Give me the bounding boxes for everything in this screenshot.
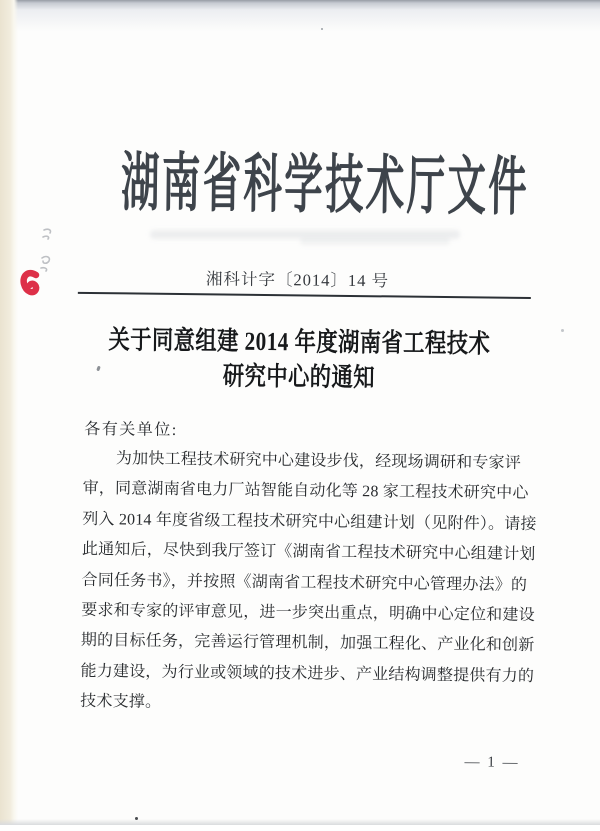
body-line: 审，同意湖南省电力厂站智能自动化等 28 家工程技术研究中心 xyxy=(82,480,529,503)
body-line: 合同任务书》，并按照《湖南省工程技术研究中心管理办法》的 xyxy=(81,571,528,594)
letterhead-title: 湖南省科学技术厅文件 xyxy=(120,147,530,223)
body-paragraph xyxy=(80,444,537,723)
body-line: 要求和专家的评审意见，进一步突出重点，明确中心定位和建设 xyxy=(81,601,535,625)
page-number: — 1 — xyxy=(464,754,520,771)
body-line: 列入 2014 年度省级工程技术研究中心组建计划（见附件）。请接 xyxy=(82,510,537,533)
body-line: 技术支撑。 xyxy=(80,693,162,712)
header-separator-rule xyxy=(78,292,531,300)
body-line: 期的目标任务，完善运行管理机制，加强工程化、产业化和创新 xyxy=(80,632,535,655)
notice-title-line2: 研究中心的通知 xyxy=(222,361,376,393)
body-line: 此通知后，尽快到我厅签订《湖南省工程技术研究中心组建计划 xyxy=(81,541,536,564)
salutation: 各有关单位: xyxy=(84,420,178,440)
body-line: 能力建设，为行业或领域的技术进步、产业结构调整提供有力的 xyxy=(80,662,535,685)
notice-title-line1: 关于同意组建 2014 年度湖南省工程技术 xyxy=(108,325,491,359)
document-reference-number: 湘科计字〔2014〕14 号 xyxy=(205,269,390,291)
notice-title xyxy=(53,322,546,398)
body-line: 为加快工程技术研究中心建设步伐，经现场调研和专家评 xyxy=(115,450,522,472)
